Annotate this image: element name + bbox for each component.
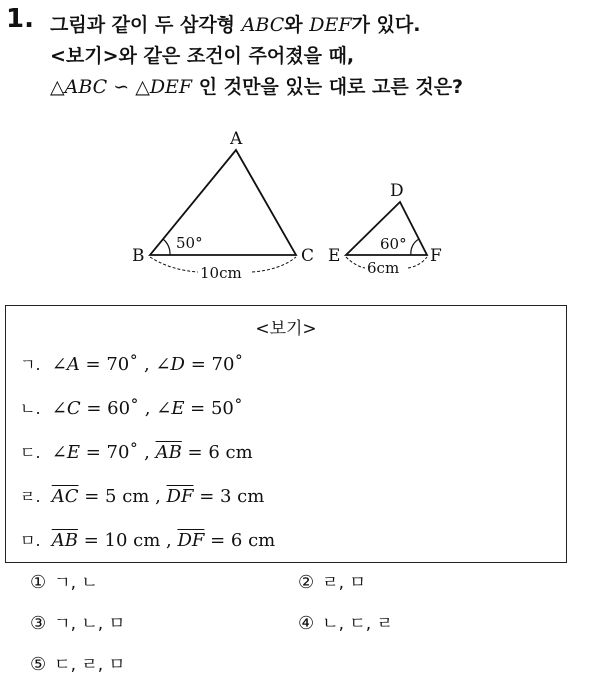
triangle-def-label: DEF [309, 14, 352, 36]
vertex-e-label: E [328, 246, 341, 266]
bogi-item-label: ㄱ. [20, 355, 41, 374]
separator: , [138, 354, 156, 375]
segment-label: $\overline{AC}$ [51, 486, 79, 507]
angle-var: D [170, 354, 185, 375]
condition-value: = 6 cm [181, 442, 253, 463]
bogi-item-rieul [20, 484, 264, 507]
side-ef-label: 6cm [367, 259, 400, 277]
bogi-item-giyeok [20, 352, 243, 375]
separator: , [138, 442, 156, 463]
bogi-title: <보기> [255, 319, 317, 339]
angle-b-arc [163, 239, 170, 255]
bogi-item-digeut [20, 440, 253, 463]
bogi-label-text: ㅁ [20, 531, 36, 550]
condition-value: = 70˚ [79, 354, 139, 375]
choice-4[interactable] [298, 609, 393, 634]
triangle-symbol: △ [135, 76, 150, 98]
angle-f-label: 60° [380, 235, 407, 253]
choice-text: ㄴ, ㄷ, ㄹ [322, 614, 394, 634]
choice-number: ⑤ [30, 654, 47, 675]
segment-label: $\overline{AB}$ [155, 442, 182, 463]
bogi-label-text: ㄷ [20, 443, 36, 462]
condition-value: = 60˚ [80, 398, 140, 419]
bogi-label-text: ㄴ [20, 399, 36, 418]
choice-text: ㄷ, ㄹ, ㅁ [54, 655, 126, 675]
bogi-item-label: ㄷ. [20, 443, 41, 462]
question-text-part: 와 [284, 14, 310, 36]
vertex-d-label: D [390, 181, 404, 201]
condition-value: = 10 cm [77, 530, 161, 551]
bogi-label-text: ㄹ [20, 487, 36, 506]
bogi-label-text: ㄱ [20, 355, 36, 374]
vertex-f-label: F [430, 246, 442, 266]
angle-var: E [66, 442, 80, 463]
condition-value: = 6 cm [204, 530, 276, 551]
angle-f-arc [411, 239, 419, 255]
vertex-b-label: B [132, 246, 145, 266]
vertex-a-label: A [230, 129, 243, 149]
angle-symbol: ∠ [51, 398, 67, 419]
choice-5[interactable] [30, 650, 125, 675]
triangle-abc [150, 150, 296, 255]
triangle-abc-label: ABC [64, 76, 108, 98]
side-bc-label: 10cm [200, 264, 242, 282]
separator: , [160, 530, 178, 551]
choice-2[interactable] [298, 568, 366, 593]
segment-label: $\overline{AB}$ [51, 530, 78, 551]
triangle-abc-label: ABC [241, 14, 285, 36]
angle-var: E [171, 398, 185, 419]
bogi-item-label: ㅁ. [20, 531, 41, 550]
question-text-part: 인 것만을 있는 대로 고른 것은? [192, 76, 464, 98]
similarity-symbol: ∽ [107, 76, 136, 98]
question-line-1 [50, 10, 590, 41]
angle-symbol: ∠ [156, 398, 172, 419]
choice-3[interactable] [30, 609, 125, 634]
choice-number: ② [298, 572, 315, 593]
triangle-symbol: △ [50, 76, 65, 98]
question-text-part: 가 있다. [351, 14, 421, 36]
condition-value: = 3 cm [193, 486, 265, 507]
angle-symbol: ∠ [155, 354, 171, 375]
angle-var: C [66, 398, 81, 419]
question-text-part: 그림과 같이 두 삼각형 [50, 14, 242, 36]
separator: , [149, 486, 167, 507]
angle-symbol: ∠ [51, 442, 67, 463]
choice-number: ③ [30, 613, 47, 634]
triangle-figure [0, 120, 598, 295]
choice-number: ④ [298, 613, 315, 634]
bogi-item-label: ㄴ. [20, 399, 41, 418]
choice-text: ㄹ, ㅁ [322, 573, 366, 593]
segment-label: $\overline{DF}$ [166, 486, 194, 507]
segment-label: $\overline{DF}$ [177, 530, 205, 551]
condition-value: = 70˚ [79, 442, 139, 463]
bogi-box [5, 305, 567, 563]
choice-text: ㄱ, ㄴ [54, 573, 98, 593]
triangle-def-label: DEF [149, 76, 193, 98]
condition-value: = 5 cm [78, 486, 150, 507]
separator: , [139, 398, 157, 419]
angle-var: A [66, 354, 80, 375]
condition-value: = 50˚ [184, 398, 243, 419]
choice-number: ① [30, 572, 47, 593]
problem-number: 1. [6, 4, 34, 34]
condition-value: = 70˚ [184, 354, 244, 375]
choice-1[interactable] [30, 568, 98, 593]
angle-symbol: ∠ [51, 354, 67, 375]
question-line-3 [50, 72, 590, 103]
bogi-item-nieun [20, 396, 243, 419]
choice-text: ㄱ, ㄴ, ㅁ [54, 614, 126, 634]
bogi-item-mieum [20, 528, 275, 551]
question-line-2: <보기>와 같은 조건이 주어졌을 때, [50, 45, 355, 67]
bogi-item-label: ㄹ. [20, 487, 41, 506]
question-text [50, 10, 590, 103]
angle-b-label: 50° [176, 234, 203, 252]
vertex-c-label: C [301, 246, 315, 266]
